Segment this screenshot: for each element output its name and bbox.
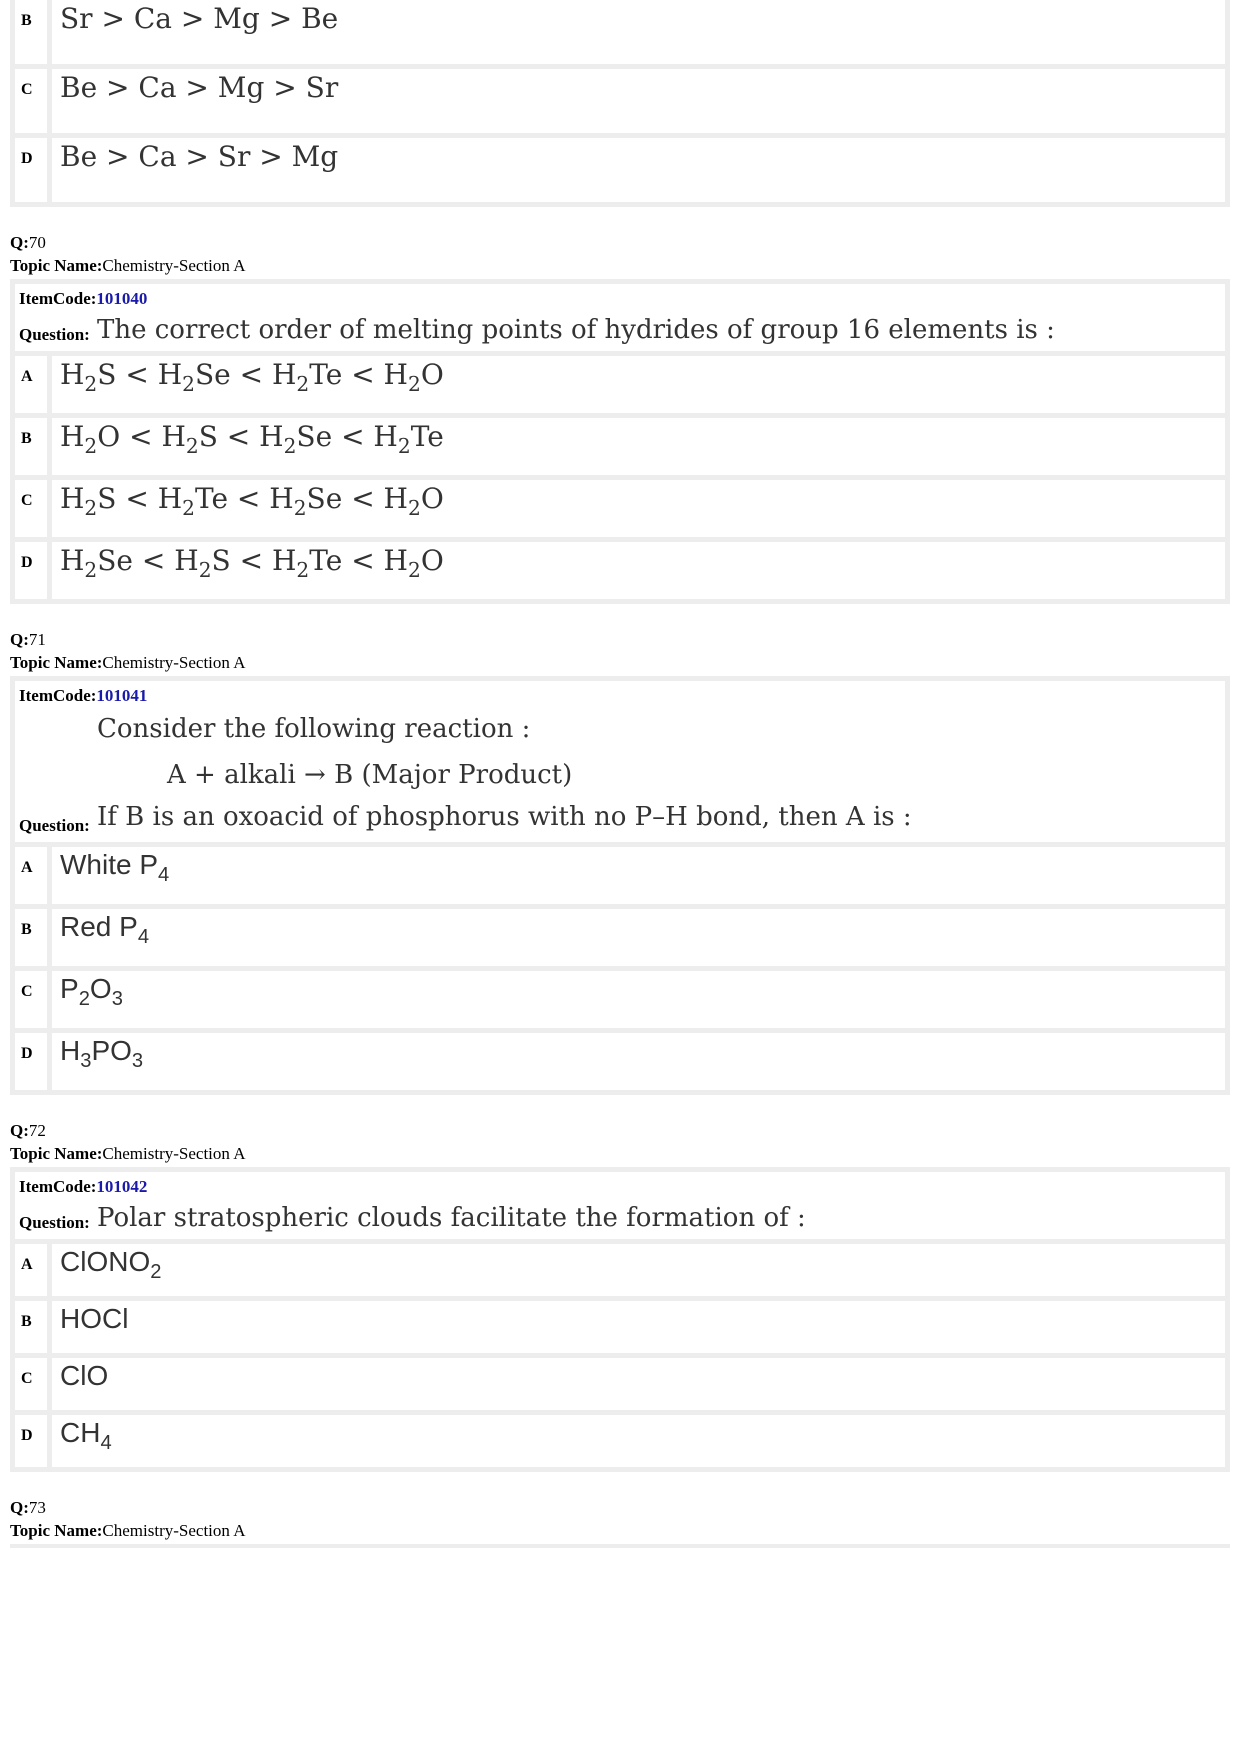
q-label: Q: [10, 1121, 29, 1140]
option-subscript: 2 [296, 372, 310, 397]
option-text-part: Be > Ca > Mg > Sr [60, 71, 339, 104]
option-text-part: H [60, 358, 85, 391]
option-row-d [15, 542, 1225, 599]
option-key: C [15, 69, 47, 133]
topic-label: Topic Name: [10, 1521, 103, 1540]
question-row [15, 1203, 1225, 1239]
option-key: A [15, 356, 47, 413]
option-text-part: S < H [211, 544, 297, 577]
option-text [52, 69, 1225, 133]
option-subscript: 3 [111, 988, 123, 1011]
option-key: D [15, 138, 47, 202]
q-label: Q: [10, 630, 29, 649]
option-subscript: 2 [296, 558, 310, 583]
option-text-part: Be > Ca > Sr > Mg [60, 140, 339, 173]
option-subscript: 2 [407, 372, 421, 397]
option-text-part: Red P [60, 911, 138, 942]
option-text-part: O < H [97, 420, 186, 453]
option-key: C [15, 1358, 47, 1410]
option-row-c [15, 971, 1225, 1028]
option-subscript: 2 [84, 434, 98, 459]
option-row-a [15, 1244, 1225, 1296]
option-text-part: P [60, 973, 79, 1004]
options-table-q72 [10, 1239, 1230, 1472]
item-code: 101041 [96, 686, 148, 705]
option-text [52, 1358, 1225, 1410]
option-row-c [15, 480, 1225, 537]
option-text-part: PO [91, 1035, 132, 1066]
options-table-q69 [10, 0, 1230, 207]
option-subscript: 2 [182, 372, 195, 397]
option-text-part: CH [60, 1417, 101, 1448]
question-header-q71 [10, 628, 1230, 674]
question-text [97, 706, 912, 836]
question-reaction: A + alkali → B (Major Product) [167, 760, 573, 790]
question-line-3: If B is an oxoacid of phosphorus with no P–H bond, then A is : [97, 802, 912, 832]
question-header-q73 [10, 1496, 1230, 1542]
option-subscript: 2 [84, 372, 98, 397]
option-key: A [15, 1244, 47, 1296]
option-text-part: H [60, 482, 85, 515]
option-text-part: Sr > Ca > Mg > Be [60, 2, 339, 35]
topic-label: Topic Name: [10, 653, 103, 672]
option-key: D [15, 542, 47, 599]
topic-label: Topic Name: [10, 1144, 103, 1163]
option-text-part: S < H [97, 482, 183, 515]
question-header-q72 [10, 1119, 1230, 1165]
option-subscript: 2 [283, 434, 297, 459]
option-subscript: 2 [185, 434, 199, 459]
option-subscript: 3 [131, 1050, 144, 1073]
item-code-row: ItemCode:101040 [19, 289, 148, 308]
option-row-c [15, 1358, 1225, 1410]
topic-name: Chemistry-Section A [102, 256, 246, 275]
option-text-part: Te < H [309, 358, 408, 391]
option-subscript: 2 [150, 1261, 162, 1284]
option-row-b [15, 909, 1225, 966]
option-text [52, 1033, 1225, 1090]
option-subscript: 2 [397, 434, 411, 459]
topic-name: Chemistry-Section A [102, 1144, 246, 1163]
option-subscript: 2 [84, 496, 98, 521]
question-box-q72 [10, 1167, 1230, 1239]
option-text-part: Se < H [296, 420, 398, 453]
option-text-part: H [60, 544, 85, 577]
option-key: D [15, 1033, 47, 1090]
option-subscript: 4 [100, 1432, 112, 1455]
option-row-b [15, 0, 1225, 64]
question-label: Question: [19, 816, 90, 835]
option-row-a [15, 356, 1225, 413]
option-row-d [15, 1415, 1225, 1467]
item-code: 101040 [96, 289, 148, 308]
option-text-part: H [60, 420, 85, 453]
question-box-q70 [10, 279, 1230, 351]
question-box-q71 [10, 676, 1230, 842]
option-text-part: O [420, 544, 444, 577]
topic-name: Chemistry-Section A [102, 653, 246, 672]
option-text-part: Se < H [194, 358, 297, 391]
question-number: 71 [28, 630, 46, 649]
section-divider [10, 1544, 1230, 1548]
option-text-part: Te < H [309, 544, 408, 577]
option-text-part: S < H [97, 358, 183, 391]
item-code: 101042 [96, 1177, 148, 1196]
question-paper-page [10, 0, 1230, 1548]
question-number: 70 [28, 233, 46, 252]
option-subscript: 2 [182, 496, 195, 521]
option-text-part: O [420, 358, 444, 391]
option-text [52, 1244, 1225, 1296]
option-subscript: 4 [137, 926, 150, 949]
option-text [52, 356, 1225, 413]
question-text: The correct order of melting points of hydrides of group 16 elements is : [97, 315, 1055, 345]
option-row-d [15, 138, 1225, 202]
option-text [52, 1415, 1225, 1467]
option-text [52, 0, 1225, 64]
option-text [52, 847, 1225, 904]
option-subscript: 3 [80, 1050, 92, 1073]
q-label: Q: [10, 1498, 29, 1517]
option-text [52, 1301, 1225, 1353]
option-text-part: White P [60, 849, 159, 880]
question-label: Question: [19, 325, 90, 344]
option-text-part: O [420, 482, 444, 515]
option-text-part: Te [410, 420, 444, 453]
option-text-part: Se < H [97, 544, 199, 577]
option-key: C [15, 971, 47, 1028]
option-key: D [15, 1415, 47, 1467]
option-key: C [15, 480, 47, 537]
option-text-part: H [60, 1035, 81, 1066]
question-row [15, 315, 1225, 351]
topic-label: Topic Name: [10, 256, 103, 275]
option-key: B [15, 418, 47, 475]
q-label: Q: [10, 233, 29, 252]
option-text-part: S < H [198, 420, 284, 453]
option-text-part: Se < H [306, 482, 408, 515]
option-text [52, 138, 1225, 202]
option-subscript: 4 [158, 864, 170, 887]
option-row-c [15, 69, 1225, 133]
option-row-b [15, 1301, 1225, 1353]
topic-name: Chemistry-Section A [102, 1521, 246, 1540]
option-text [52, 542, 1225, 599]
question-number: 72 [28, 1121, 46, 1140]
option-key: B [15, 0, 47, 64]
option-subscript: 2 [407, 558, 421, 583]
question-line-1: Consider the following reaction : [97, 714, 531, 744]
item-code-row: ItemCode:101041 [19, 686, 148, 705]
question-header-q70 [10, 231, 1230, 277]
options-table-q71 [10, 842, 1230, 1095]
question-number: 73 [28, 1498, 46, 1517]
option-key: B [15, 1301, 47, 1353]
option-text-part: Te < H [194, 482, 294, 515]
option-text-part: HOCl [60, 1303, 129, 1334]
option-text-part: O [89, 973, 112, 1004]
option-subscript: 2 [84, 558, 98, 583]
option-text-part: ClONO [60, 1246, 151, 1277]
question-row [15, 712, 1225, 842]
option-subscript: 2 [198, 558, 212, 583]
option-row-a [15, 847, 1225, 904]
option-key: A [15, 847, 47, 904]
option-text [52, 909, 1225, 966]
option-key: B [15, 909, 47, 966]
option-text [52, 418, 1225, 475]
question-text: Polar stratospheric clouds facilitate the formation of : [97, 1203, 806, 1233]
option-row-b [15, 418, 1225, 475]
option-subscript: 2 [407, 496, 421, 521]
question-label: Question: [19, 1213, 90, 1232]
options-table-q70 [10, 351, 1230, 604]
option-subscript: 2 [78, 988, 90, 1011]
option-text-part: ClO [60, 1360, 109, 1391]
option-row-d [15, 1033, 1225, 1090]
option-subscript: 2 [293, 496, 307, 521]
option-text [52, 480, 1225, 537]
option-text [52, 971, 1225, 1028]
item-code-row: ItemCode:101042 [19, 1177, 148, 1196]
